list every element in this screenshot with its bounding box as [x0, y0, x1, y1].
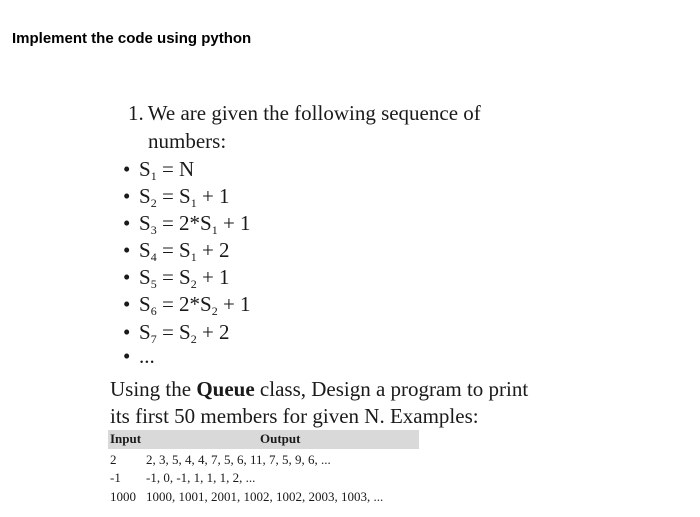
bullet-dot-icon: •	[123, 265, 131, 289]
bullet-dot-icon: •	[123, 320, 131, 344]
output-column-header: Output	[260, 431, 301, 446]
sequence-bullet: • ...	[123, 344, 155, 368]
problem-intro-line-2: numbers:	[148, 129, 227, 153]
bullet-dot-icon: •	[123, 211, 131, 235]
input-column-header: Input	[110, 431, 142, 446]
task-line-2: its first 50 members for given N. Examples:	[110, 404, 479, 428]
bullet-dot-icon: •	[123, 292, 131, 316]
sequence-bullet: • $S_4 = S_1 + 2$	[123, 238, 230, 264]
row-output: 2, 3, 5, 4, 4, 7, 5, 6, 11, 7, 5, 9, 6, ...	[146, 452, 331, 467]
table-row	[110, 489, 383, 505]
table-row	[110, 452, 331, 468]
sequence-bullet: • $S_2 = S_1 + 1$	[123, 184, 230, 210]
queue-keyword: Queue	[196, 377, 255, 401]
problem-number: 1.	[128, 101, 144, 125]
problem-intro-text: We are given the following sequence of	[147, 101, 481, 125]
examples-table-header	[108, 430, 419, 449]
bullet-dot-icon: •	[123, 184, 131, 208]
row-output: -1, 0, -1, 1, 1, 1, 2, ...	[146, 470, 256, 485]
row-output: 1000, 1001, 2001, 1002, 1002, 2003, 1003, ...	[146, 489, 384, 504]
bullet-dot-icon: •	[123, 344, 131, 368]
sequence-bullet: • $S_3 = 2*S_1 + 1$	[123, 211, 251, 237]
table-row	[110, 470, 255, 486]
sequence-bullet: • $S_1 = N$	[123, 157, 195, 183]
bullet-dot-icon: •	[123, 157, 131, 181]
sequence-bullet: • $S_7 = S_2 + 2$	[123, 320, 230, 346]
row-input: 1000	[110, 489, 136, 504]
bullet-dot-icon: •	[123, 238, 131, 262]
task-line-1: Using the Queue class, Design a program to print	[110, 377, 529, 401]
sequence-bullet: • $S_6 = 2*S_2 + 1$	[123, 292, 251, 318]
page-header: Implement the code using python	[12, 30, 252, 47]
problem-intro-line-1	[128, 101, 481, 126]
sequence-bullet: • $S_5 = S_2 + 1$	[123, 265, 230, 291]
row-input: -1	[110, 470, 121, 485]
row-input: 2	[110, 452, 117, 467]
